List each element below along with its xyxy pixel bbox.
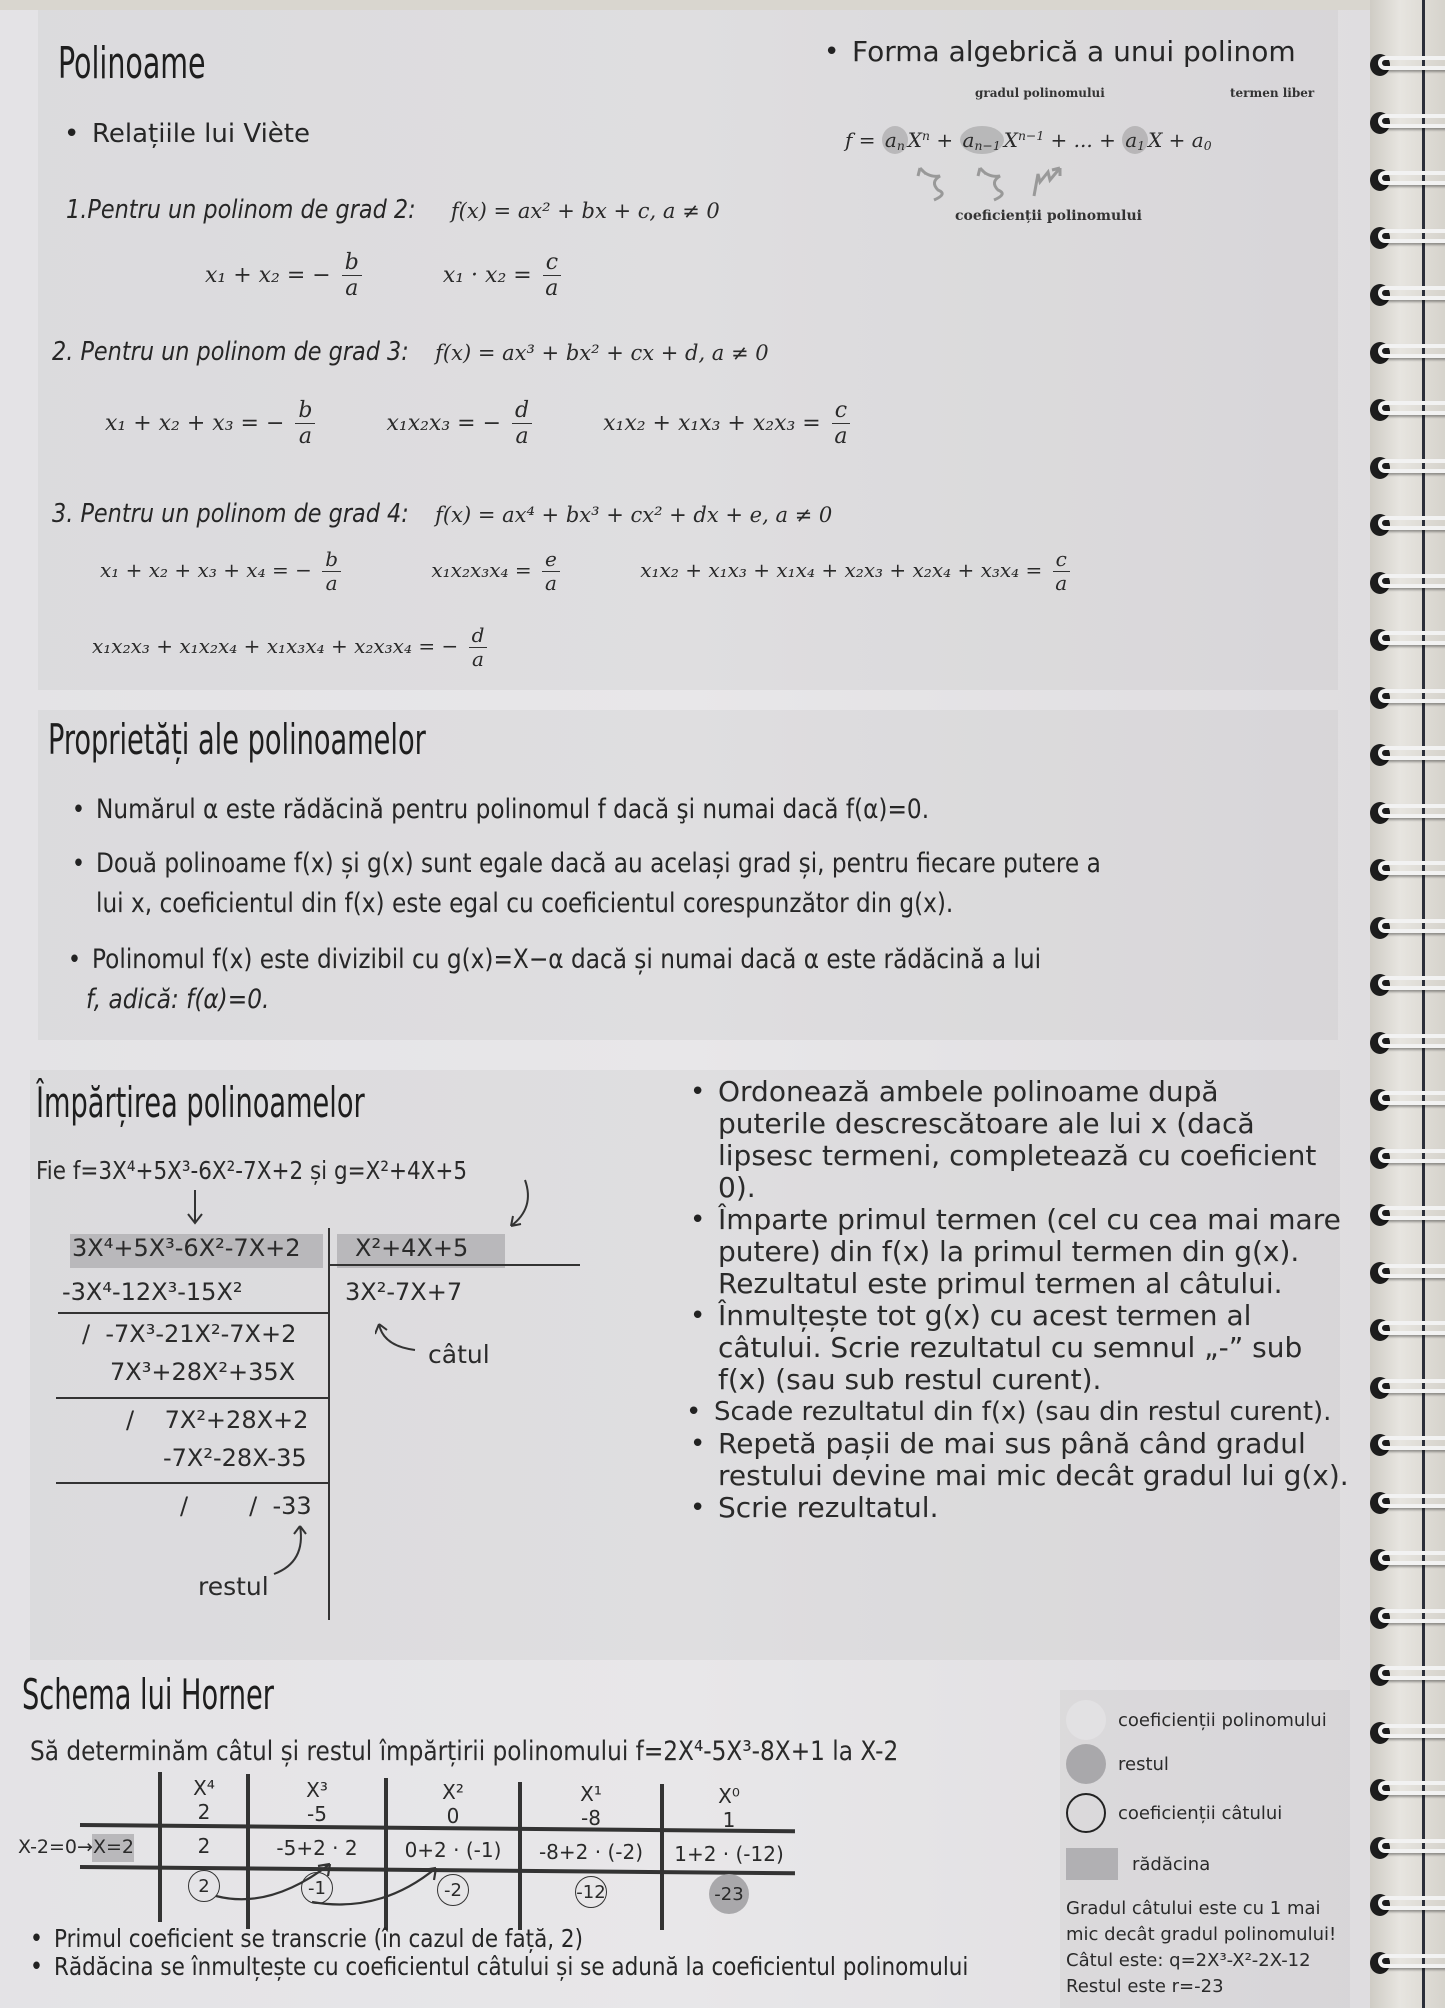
division-step-3: 7X³+28X²+35X bbox=[110, 1358, 296, 1386]
horner-task: Să determinăm câtul și restul împărțirii polinomului f=2X⁴-5X³-8X+1 la X-2 bbox=[30, 1736, 899, 1767]
horner-result: -1 bbox=[301, 1872, 333, 1904]
horner-result: -12 bbox=[575, 1876, 607, 1908]
forma-bullet-text: Forma algebrică a unui polinom bbox=[852, 35, 1296, 68]
division-step-4: / 7X²+28X+2 bbox=[126, 1406, 309, 1434]
legend-root bbox=[1066, 1838, 1336, 1890]
spiral-ring-icon bbox=[1370, 1490, 1440, 1516]
horner-power: X² bbox=[442, 1780, 464, 1804]
grad4-r1-lhs: x₁ + x₂ + x₃ + x₄ = − bbox=[100, 558, 312, 582]
instruction-line: Scade rezultatul din f(x) (sau din restul curent). bbox=[714, 1397, 1332, 1427]
notebook-page bbox=[0, 10, 1370, 2008]
grad4-r4-lhs: x₁x₂x₃ + x₁x₂x₄ + x₁x₃x₄ + x₂x₃x₄ = − bbox=[92, 634, 459, 658]
division-rule-2 bbox=[56, 1397, 328, 1399]
grad4-label: 3. Pentru un polinom de grad 4: bbox=[52, 499, 409, 529]
spiral-ring-icon bbox=[1370, 1547, 1440, 1573]
grad4-line bbox=[52, 494, 832, 535]
grad4-r2-lhs: x₁x₂x₃x₄ = bbox=[431, 558, 532, 582]
proprietate-item-2-cont: lui x, coeficientul din f(x) este egal cu coeficientul corespunzător din g(x). bbox=[96, 888, 954, 919]
legend-label: rădăcina bbox=[1132, 1853, 1211, 1875]
instruction-line: f(x) (sau sub restul curent). bbox=[718, 1363, 1102, 1396]
forma-bullet bbox=[852, 32, 1296, 72]
viete-bullet bbox=[92, 114, 310, 154]
grad2-prod-lhs: x₁ · x₂ = bbox=[442, 262, 532, 288]
proprietate-item-1: • Numărul α este rădăcină pentru polinomul f dacă şi numai dacă f(α)=0. bbox=[96, 790, 929, 830]
horner-coef: 1 bbox=[722, 1808, 736, 1832]
horner-coef: 2 bbox=[197, 1800, 211, 1824]
instruction-line: putere) din f(x) la primul termen din g(x). bbox=[718, 1235, 1300, 1268]
section-title-proprietati: Proprietăți ale polinoamelor bbox=[48, 715, 426, 764]
grad3-formula: f(x) = ax³ + bx² + cx + d, a ≠ 0 bbox=[435, 341, 769, 365]
frac-den: a bbox=[545, 571, 557, 595]
spiral-ring-icon bbox=[1370, 110, 1440, 136]
grad3-r1-lhs: x₁ + x₂ + x₃ = − bbox=[105, 410, 285, 436]
horner-bullet-1: • Primul coeficient se transcrie (în cazul de față, 2) bbox=[54, 1924, 583, 1954]
spiral-ring-icon bbox=[1370, 282, 1440, 308]
restul-arrow-icon bbox=[270, 1522, 320, 1582]
instruction-6 bbox=[718, 1492, 1349, 1524]
grad2-sum-lhs: x₁ + x₂ = − bbox=[205, 262, 331, 288]
grad2-line bbox=[66, 190, 720, 231]
spiral-ring-icon bbox=[1370, 1662, 1440, 1688]
instruction-1 bbox=[718, 1076, 1349, 1108]
frac-num: e bbox=[542, 548, 560, 572]
instruction-line: Scrie rezultatul. bbox=[718, 1491, 939, 1524]
spiral-ring-icon bbox=[1370, 1835, 1440, 1861]
outlined-circle-icon bbox=[1066, 1793, 1106, 1833]
proprietate-item-3-cont: f, adică: f(α)=0. bbox=[86, 984, 270, 1015]
legend-label: coeficienții câtului bbox=[1118, 1802, 1283, 1824]
divisor: X²+4X+5 bbox=[355, 1234, 469, 1262]
division-step-2: / -7X³-21X²-7X+2 bbox=[82, 1320, 297, 1348]
label-coeficienti: coeficienții polinomului bbox=[955, 208, 1142, 224]
divisor-underline bbox=[330, 1264, 580, 1266]
horner-result: 2 bbox=[188, 1870, 220, 1902]
instruction-line: Împarte primul termen (cel cu cea mai mare bbox=[718, 1203, 1341, 1236]
grad2-formula: f(x) = ax² + bx + c, a ≠ 0 bbox=[450, 199, 720, 223]
horner-comp: -5+2 · 2 bbox=[276, 1836, 358, 1860]
horner-coef: 0 bbox=[446, 1804, 460, 1828]
legend-label: restul bbox=[1118, 1753, 1169, 1775]
spiral-ring-icon bbox=[1370, 857, 1440, 883]
instruction-line: câtului. Scrie rezultatul cu semnul „-” sub bbox=[718, 1331, 1303, 1364]
coeficienti-arrows-icon bbox=[900, 160, 1100, 210]
note-line: Câtul este: q=2X³-X²-2X-12 bbox=[1066, 1950, 1311, 1971]
legend-label: coeficienții polinomului bbox=[1118, 1709, 1327, 1731]
frac-num: c bbox=[1053, 548, 1070, 572]
label-restul: restul bbox=[198, 1572, 269, 1601]
impartire-given bbox=[36, 1156, 537, 1185]
division-step-1: -3X⁴-12X³-15X² bbox=[62, 1278, 243, 1306]
instruction-line: restului devine mai mic decât gradul lui g(x). bbox=[718, 1459, 1349, 1492]
frac-num: c bbox=[832, 398, 850, 424]
horner-coef: -5 bbox=[307, 1802, 327, 1826]
section-title-impartire: Împărțirea polinoamelor bbox=[36, 1078, 365, 1127]
legend-rest bbox=[1066, 1740, 1336, 1788]
frac-num: b bbox=[342, 250, 362, 276]
spiral-ring-icon bbox=[1370, 1892, 1440, 1918]
gray-square-icon bbox=[1066, 1848, 1118, 1880]
frac-num: d bbox=[469, 624, 488, 648]
instruction-line: puterile descrescătoare ale lui x (dacă bbox=[718, 1107, 1255, 1140]
spiral-ring-icon bbox=[1370, 1145, 1440, 1171]
horner-power: X⁰ bbox=[718, 1784, 740, 1808]
spiral-ring-icon bbox=[1370, 800, 1440, 826]
division-rule-3 bbox=[56, 1482, 328, 1484]
label-catul: câtul bbox=[428, 1340, 490, 1369]
spiral-ring-icon bbox=[1370, 167, 1440, 193]
label-grad: gradul polinomului bbox=[975, 86, 1105, 100]
frac-den: a bbox=[345, 276, 359, 302]
viete-bullet-text: Relațiile lui Viète bbox=[92, 119, 310, 149]
horner-comp: -8+2 · (-2) bbox=[538, 1840, 644, 1864]
instruction-line: Ordonează ambele polinoame după bbox=[718, 1075, 1219, 1108]
spiral-ring-icon bbox=[1370, 340, 1440, 366]
division-rule-1 bbox=[58, 1312, 328, 1314]
frac-den: a bbox=[1055, 571, 1068, 595]
horner-root-label: X-2=0→X=2 bbox=[18, 1836, 134, 1858]
horner-comp: 2 bbox=[197, 1834, 211, 1858]
proprietate-item-3: • Polinomul f(x) este divizibil cu g(x)=X−α dacă și numai dacă α este rădăcină a lui bbox=[92, 940, 1041, 980]
catul-arrow-icon bbox=[375, 1320, 435, 1360]
section-title-polinoame: Polinoame bbox=[58, 38, 206, 89]
horner-legend bbox=[1066, 1700, 1336, 2000]
frac-den: a bbox=[515, 424, 529, 450]
spiral-ring-icon bbox=[1370, 1087, 1440, 1113]
spiral-ring-icon bbox=[1370, 915, 1440, 941]
instruction-line: Înmulțește tot g(x) cu acest termen al bbox=[718, 1299, 1252, 1332]
spiral-ring-icon bbox=[1370, 1605, 1440, 1631]
gray-circle-icon bbox=[1066, 1744, 1106, 1784]
horner-comp: 0+2 · (-1) bbox=[404, 1838, 502, 1862]
horner-result-rest: -23 bbox=[709, 1874, 749, 1914]
frac-num: b bbox=[322, 548, 341, 572]
horner-flow-arrows-icon bbox=[200, 1860, 460, 1920]
grad3-r3-lhs: x₁x₂ + x₁x₃ + x₂x₃ = bbox=[603, 410, 821, 436]
proprietate-item-2: • Două polinoame f(x) și g(x) sunt egale dacă au același grad și, pentru fiecare putere a bbox=[96, 844, 1101, 884]
horner-bullet-2: • Rădăcina se înmulțește cu coeficientul câtului și se adună la coeficientul polinomului bbox=[54, 1952, 968, 1982]
division-vertical-rule bbox=[328, 1228, 330, 1620]
legend-coef-cat bbox=[1066, 1788, 1336, 1838]
horner-col-x0 bbox=[664, 1784, 794, 1914]
grad3-label: 2. Pentru un polinom de grad 3: bbox=[52, 337, 409, 367]
spiral-ring-icon bbox=[1370, 627, 1440, 653]
horner-col-x1 bbox=[522, 1782, 660, 1908]
instruction-line: Rezultatul este primul termen al câtului. bbox=[718, 1267, 1283, 1300]
horner-result: -2 bbox=[437, 1874, 469, 1906]
horner-power: X⁴ bbox=[193, 1776, 215, 1800]
dividend: 3X⁴+5X³-6X²-7X+2 bbox=[72, 1234, 301, 1262]
frac-den: a bbox=[834, 424, 848, 450]
spiral-ring-icon bbox=[1370, 972, 1440, 998]
spiral-ring-icon bbox=[1370, 225, 1440, 251]
instruction-5 bbox=[718, 1428, 1349, 1460]
white-circle-icon bbox=[1066, 1700, 1106, 1740]
instruction-4 bbox=[714, 1396, 1349, 1428]
instruction-3 bbox=[718, 1300, 1349, 1332]
spiral-ring-icon bbox=[1370, 397, 1440, 423]
spiral-ring-icon bbox=[1370, 742, 1440, 768]
frac-num: d bbox=[512, 398, 532, 424]
label-termen-liber: termen liber bbox=[1230, 86, 1315, 100]
frac-num: c bbox=[543, 250, 561, 276]
spiral-ring-icon bbox=[1370, 1777, 1440, 1803]
impartire-instructions bbox=[714, 1075, 1349, 1524]
spiral-ring-icon bbox=[1370, 685, 1440, 711]
spiral-ring-icon bbox=[1370, 1375, 1440, 1401]
instruction-2 bbox=[718, 1204, 1349, 1236]
frac-den: a bbox=[545, 276, 559, 302]
grad2-relations bbox=[205, 250, 565, 302]
section-title-horner: Schema lui Horner bbox=[22, 1670, 274, 1719]
note-line: Restul este r=-23 bbox=[1066, 1976, 1224, 1997]
forma-formula: $f = a_n$ $X^n + a_{n-1}$ $X^{n-1}$ + ... + $a_1$ $X + a_0$ bbox=[845, 128, 1212, 154]
division-step-6: / / -33 bbox=[180, 1492, 312, 1520]
arrow-down-icon bbox=[185, 1188, 205, 1228]
spiral-ring-icon bbox=[1370, 1950, 1440, 1976]
horner-power: X¹ bbox=[580, 1782, 602, 1806]
frac-den: a bbox=[298, 424, 312, 450]
grad3-r2-lhs: x₁x₂x₃ = − bbox=[386, 410, 502, 436]
instruction-line: 0). bbox=[718, 1171, 756, 1204]
grad4-relations-row2 bbox=[92, 624, 491, 671]
note-line: mic decât gradul polinomului! bbox=[1066, 1924, 1337, 1945]
spiral-ring-icon bbox=[1370, 570, 1440, 596]
quotient: 3X²-7X+7 bbox=[345, 1278, 463, 1306]
spiral-ring-icon bbox=[1370, 1260, 1440, 1286]
spiral-ring-icon bbox=[1370, 1317, 1440, 1343]
spiral-ring-icon bbox=[1370, 1202, 1440, 1228]
grad3-line bbox=[52, 332, 769, 373]
horner-coef: -8 bbox=[581, 1806, 601, 1830]
horner-power: X³ bbox=[306, 1778, 328, 1802]
frac-num: b bbox=[295, 398, 315, 424]
curved-arrow-icon bbox=[505, 1178, 545, 1233]
grad4-relations-row1 bbox=[100, 548, 1074, 595]
impartire-given-text: Fie f=3X⁴+5X³-6X²-7X+2 și g=X²+4X+5 bbox=[36, 1156, 468, 1185]
note-line: Gradul câtului este cu 1 mai bbox=[1066, 1898, 1321, 1919]
spiral-ring-icon bbox=[1370, 1720, 1440, 1746]
spiral-ring-icon bbox=[1370, 52, 1440, 78]
spiral-ring-icon bbox=[1370, 1432, 1440, 1458]
legend-coef-poly bbox=[1066, 1700, 1336, 1740]
horner-comp: 1+2 · (-12) bbox=[674, 1842, 784, 1866]
instruction-line: lipsesc termeni, completează cu coeficient bbox=[718, 1139, 1317, 1172]
instruction-line: Repetă pașii de mai sus până când gradul bbox=[718, 1427, 1306, 1460]
spiral-ring-icon bbox=[1370, 1030, 1440, 1056]
frac-den: a bbox=[472, 647, 484, 671]
horner-notes bbox=[1066, 1896, 1336, 2000]
grad2-label: 1.Pentru un polinom de grad 2: bbox=[66, 195, 416, 225]
spiral-ring-icon bbox=[1370, 455, 1440, 481]
division-step-5: -7X²-28X-35 bbox=[163, 1444, 307, 1472]
spiral-ring-icon bbox=[1370, 512, 1440, 538]
grad3-relations bbox=[105, 398, 854, 450]
frac-den: a bbox=[325, 571, 338, 595]
grad4-formula: f(x) = ax⁴ + bx³ + cx² + dx + e, a ≠ 0 bbox=[435, 503, 833, 527]
grad4-r3-lhs: x₁x₂ + x₁x₃ + x₁x₄ + x₂x₃ + x₂x₄ + x₃x₄ = bbox=[640, 558, 1043, 582]
